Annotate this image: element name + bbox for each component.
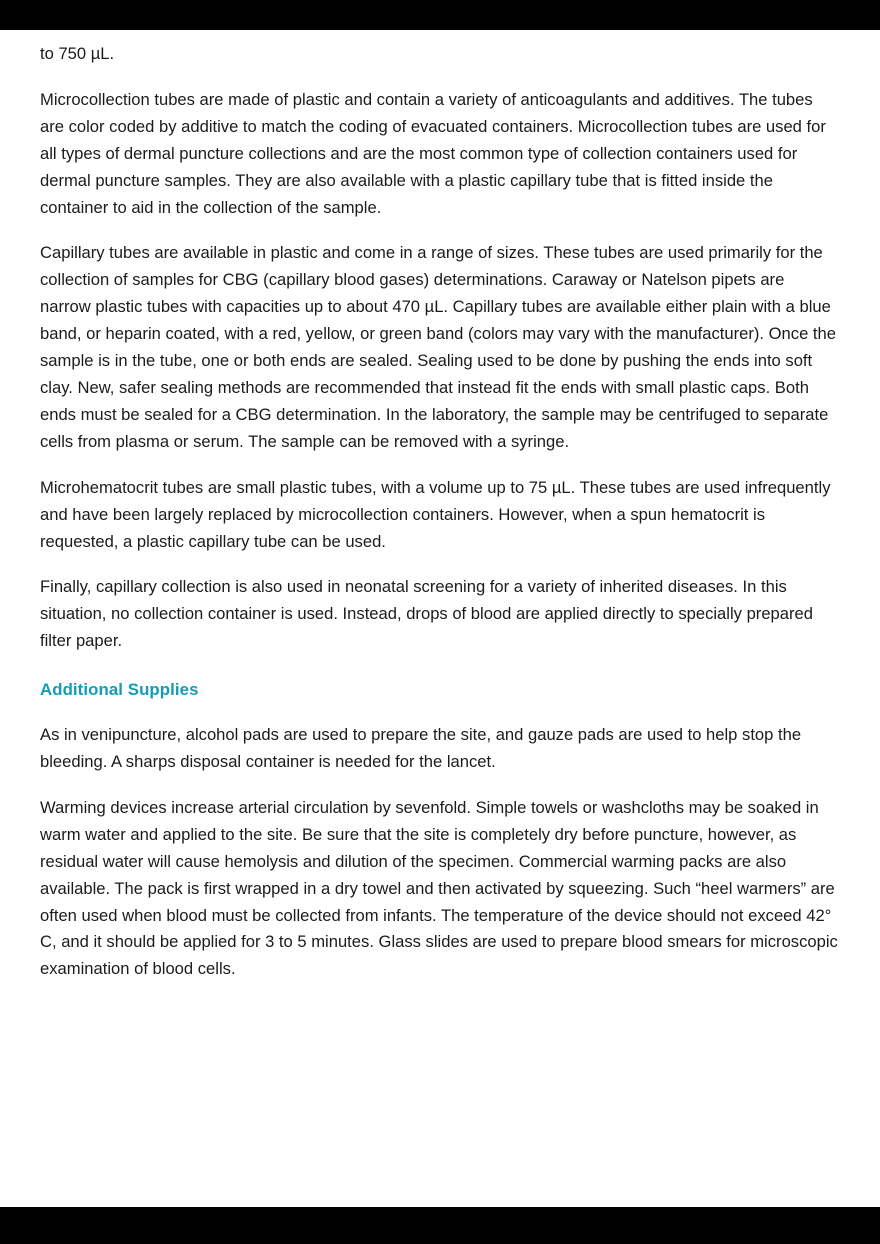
paragraph-capillary-tubes: Capillary tubes are available in plastic and come in a range of sizes. These tubes are used primarily for the collection of samples for CBG (capillary blood gases) determinations. Caraway or Natelson pipets are narrow plastic tubes with capacities up to about 470 µL. Capillary tubes are available either plain with a blue band, or heparin coated, with a red, yellow, or green band (colors may vary with the manufacturer). Once the sample is in the tube, one or both ends are sealed. Sealing used to be done by pushing the ends into soft clay. New, safer sealing methods are recommended that instead fit the ends with small plastic caps. Both ends must be sealed for a CBG determination. In the laboratory, the sample may be centrifuged to separate cells from plasma or serum. The sample can be removed with a syringe. bbox=[40, 243, 836, 451]
paragraph-microcollection-tubes: Microcollection tubes are made of plastic and contain a variety of anticoagulants and additives. The tubes are color coded by additive to match the coding of evacuated containers. Microcollection tubes are used for all types of dermal puncture collections and are the most common type of collection containers used for dermal puncture samples. They are also available with a plastic capillary tube that is fitted inside the container to aid in the collection of the sample. bbox=[40, 89, 826, 217]
paragraph-neonatal-screening: Finally, capillary collection is also used in neonatal screening for a variety of inherited diseases. In this situation, no collection container is used. Instead, drops of blood are applied directly to specially prepared filter paper. bbox=[40, 577, 813, 651]
paragraph-alcohol-gauze-pads: As in venipuncture, alcohol pads are used to prepare the site, and gauze pads are used to help stop the bleeding. A sharps disposal container is needed for the lancet. bbox=[40, 725, 802, 772]
document-content-area bbox=[0, 30, 880, 1207]
paragraph-microhematocrit-tubes: Microhematocrit tubes are small plastic tubes, with a volume up to 75 µL. These tubes are used infrequently and have been largely replaced by microcollection containers. However, when a spun hematocrit is requested, a plastic capillary tube can be used. bbox=[40, 477, 831, 551]
paragraph-continued-volume: to 750 µL. bbox=[40, 44, 115, 63]
letterbox-top-bar bbox=[0, 0, 880, 30]
paragraph-warming-devices: Warming devices increase arterial circulation by sevenfold. Simple towels or washcloths may be soaked in warm water and applied to the site. Be sure that the site is completely dry before puncture, however, as residual water will cause hemolysis and dilution of the specimen. Commercial warming packs are also available. The pack is first wrapped in a dry towel and then activated by squeezing. Such “heel warmers” are often used when blood must be collected from infants. The temperature of the device should not exceed 42° C, and it should be applied for 3 to 5 minutes. Glass slides are used to prepare blood smears for microscopic examination of blood cells. bbox=[40, 797, 838, 979]
heading-additional-supplies: Additional Supplies bbox=[40, 680, 199, 700]
letterbox-bottom-bar bbox=[0, 1207, 880, 1244]
